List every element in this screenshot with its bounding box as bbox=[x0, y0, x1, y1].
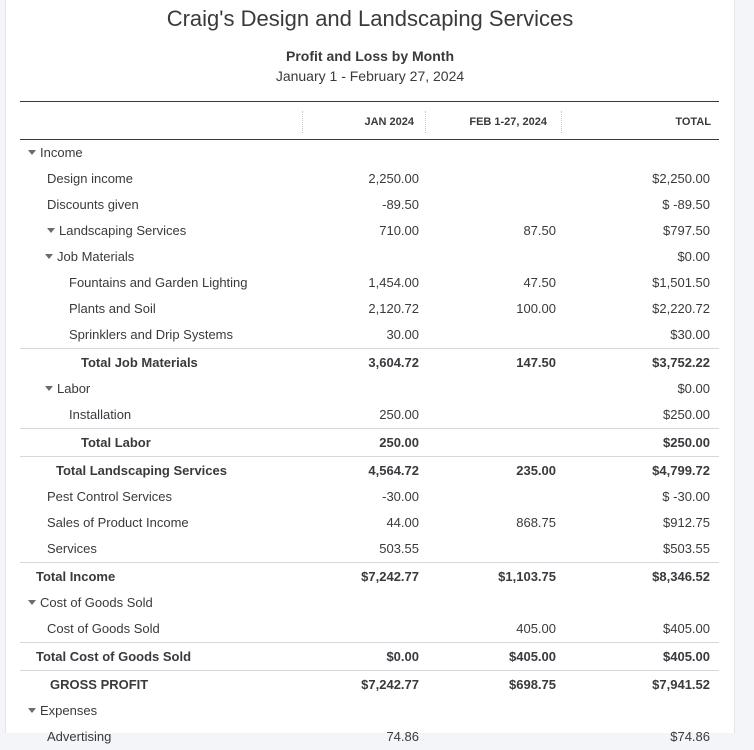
table-row[interactable] bbox=[20, 166, 719, 192]
table-row[interactable] bbox=[20, 536, 719, 562]
section-row[interactable] bbox=[20, 244, 719, 270]
cell-feb[interactable]: $1,103.75 bbox=[498, 569, 556, 584]
cell-feb[interactable]: 235.00 bbox=[516, 463, 556, 478]
table-row[interactable] bbox=[20, 402, 719, 428]
row-label[interactable] bbox=[28, 140, 83, 166]
cell-total[interactable]: $3,752.22 bbox=[652, 355, 710, 370]
row-label bbox=[69, 296, 156, 322]
table-body bbox=[20, 140, 719, 750]
report-table bbox=[20, 101, 719, 750]
row-label[interactable] bbox=[45, 244, 134, 270]
row-label-text: Expenses bbox=[40, 703, 98, 718]
collapse-caret-icon[interactable] bbox=[28, 600, 36, 605]
cell-jan[interactable]: 44.00 bbox=[386, 515, 419, 530]
table-row[interactable] bbox=[20, 322, 719, 348]
row-label-text: Landscaping Services bbox=[59, 223, 187, 238]
collapse-caret-icon[interactable] bbox=[47, 228, 55, 233]
row-label-text: Discounts given bbox=[47, 197, 139, 212]
cell-feb[interactable]: 868.75 bbox=[516, 515, 556, 530]
cell-total[interactable]: $2,250.00 bbox=[652, 171, 710, 186]
section-row[interactable] bbox=[20, 376, 719, 402]
cell-total[interactable]: $8,346.52 bbox=[652, 569, 710, 584]
section-row[interactable] bbox=[20, 698, 719, 724]
cell-jan[interactable]: 74.86 bbox=[386, 729, 419, 744]
row-label bbox=[69, 322, 233, 348]
cell-jan[interactable]: 30.00 bbox=[386, 327, 419, 342]
section-row[interactable] bbox=[20, 140, 719, 166]
cell-total[interactable]: $2,220.72 bbox=[652, 301, 710, 316]
table-row[interactable] bbox=[20, 192, 719, 218]
cell-total[interactable]: $250.00 bbox=[663, 435, 710, 450]
column-header-total[interactable]: TOTAL bbox=[561, 111, 711, 133]
cell-total[interactable]: $ -89.50 bbox=[662, 197, 710, 212]
cell-jan[interactable]: 250.00 bbox=[379, 407, 419, 422]
total-row[interactable] bbox=[20, 642, 719, 670]
cell-feb[interactable]: $405.00 bbox=[509, 649, 556, 664]
row-label bbox=[47, 192, 139, 218]
cell-jan[interactable]: 503.55 bbox=[379, 541, 419, 556]
section-row[interactable] bbox=[20, 590, 719, 616]
cell-jan[interactable]: 4,564.72 bbox=[368, 463, 419, 478]
cell-jan[interactable]: $0.00 bbox=[386, 649, 419, 664]
row-label-text: Pest Control Services bbox=[47, 489, 172, 504]
row-label-text: Total Job Materials bbox=[81, 355, 198, 370]
table-row[interactable] bbox=[20, 510, 719, 536]
cell-total[interactable]: $405.00 bbox=[663, 621, 710, 636]
row-label-text: Services bbox=[47, 541, 97, 556]
row-label-text: Installation bbox=[69, 407, 132, 422]
row-label-text: Labor bbox=[57, 381, 91, 396]
row-label bbox=[50, 671, 148, 698]
total-row[interactable] bbox=[20, 348, 719, 376]
cell-jan[interactable]: 710.00 bbox=[379, 223, 419, 238]
row-label-text: Cost of Goods Sold bbox=[40, 595, 153, 610]
row-label-text: Total Landscaping Services bbox=[56, 463, 227, 478]
table-row[interactable] bbox=[20, 616, 719, 642]
row-label[interactable] bbox=[45, 376, 90, 402]
row-label bbox=[47, 484, 172, 510]
row-label-text: Job Materials bbox=[57, 249, 135, 264]
total-row[interactable] bbox=[20, 456, 719, 484]
row-label[interactable] bbox=[47, 218, 186, 244]
row-label-text: Income bbox=[40, 145, 83, 160]
cell-feb[interactable]: $698.75 bbox=[509, 677, 556, 692]
total-row[interactable] bbox=[20, 562, 719, 590]
row-label-text: Total Labor bbox=[81, 435, 151, 450]
cell-jan[interactable]: 1,454.00 bbox=[368, 275, 419, 290]
collapse-caret-icon[interactable] bbox=[28, 150, 36, 155]
report-sheet bbox=[5, 0, 735, 744]
section-row[interactable] bbox=[20, 218, 719, 244]
cell-total[interactable]: $912.75 bbox=[663, 515, 710, 530]
row-label-text: Fountains and Garden Lighting bbox=[69, 275, 248, 290]
row-label bbox=[47, 616, 160, 642]
cell-total[interactable]: $4,799.72 bbox=[652, 463, 710, 478]
row-label-text: GROSS PROFIT bbox=[50, 677, 149, 692]
row-label-text: Sales of Product Income bbox=[47, 515, 189, 530]
row-label[interactable] bbox=[28, 698, 97, 724]
row-label bbox=[69, 270, 248, 296]
collapse-caret-icon[interactable] bbox=[45, 386, 53, 391]
cell-jan[interactable]: $7,242.77 bbox=[361, 677, 419, 692]
cell-jan[interactable]: -30.00 bbox=[382, 489, 419, 504]
collapse-caret-icon[interactable] bbox=[28, 708, 36, 713]
row-label bbox=[47, 510, 189, 536]
cell-jan[interactable]: -89.50 bbox=[382, 197, 419, 212]
row-label-text: Plants and Soil bbox=[69, 301, 156, 316]
cell-total[interactable]: $74.86 bbox=[670, 729, 710, 744]
row-label bbox=[36, 643, 191, 670]
cell-feb[interactable]: 87.50 bbox=[523, 223, 556, 238]
cell-jan[interactable]: 2,250.00 bbox=[368, 171, 419, 186]
row-label bbox=[81, 429, 151, 456]
cell-total[interactable]: $0.00 bbox=[677, 249, 710, 264]
row-label-text: Total Cost of Goods Sold bbox=[36, 649, 192, 664]
cell-jan[interactable]: 3,604.72 bbox=[368, 355, 419, 370]
cell-total[interactable]: $ -30.00 bbox=[662, 489, 710, 504]
cell-total[interactable]: $1,501.50 bbox=[652, 275, 710, 290]
cell-total[interactable]: $0.00 bbox=[677, 381, 710, 396]
cell-total[interactable]: $405.00 bbox=[663, 649, 710, 664]
cell-jan[interactable]: 2,120.72 bbox=[368, 301, 419, 316]
total-row[interactable] bbox=[20, 670, 719, 698]
cell-jan[interactable]: 250.00 bbox=[379, 435, 419, 450]
table-header bbox=[20, 101, 719, 140]
cell-total[interactable]: $30.00 bbox=[670, 327, 710, 342]
cell-total[interactable]: $7,941.52 bbox=[652, 677, 710, 692]
row-label-text: Advertising bbox=[47, 729, 112, 744]
table-row[interactable] bbox=[20, 270, 719, 296]
report-title: Profit and Loss by Month bbox=[286, 48, 454, 64]
row-label bbox=[56, 457, 227, 484]
row-label[interactable] bbox=[28, 590, 153, 616]
cell-feb[interactable]: 405.00 bbox=[516, 621, 556, 636]
table-row[interactable] bbox=[20, 296, 719, 322]
cell-total[interactable]: $503.55 bbox=[663, 541, 710, 556]
row-label bbox=[69, 402, 131, 428]
table-row[interactable] bbox=[20, 724, 719, 750]
cell-jan[interactable]: $7,242.77 bbox=[361, 569, 419, 584]
column-header-jan[interactable]: JAN 2024 bbox=[302, 111, 422, 133]
cell-feb[interactable]: 47.50 bbox=[523, 275, 556, 290]
row-label bbox=[47, 536, 97, 562]
company-name: Craig's Design and Landscaping Services bbox=[166, 6, 574, 31]
cell-feb[interactable]: 147.50 bbox=[516, 355, 556, 370]
cell-feb[interactable]: 100.00 bbox=[516, 301, 556, 316]
cell-total[interactable]: $250.00 bbox=[663, 407, 710, 422]
row-label bbox=[47, 724, 111, 750]
row-label-text: Total Income bbox=[36, 569, 116, 584]
table-row[interactable] bbox=[20, 484, 719, 510]
row-label-text: Sprinklers and Drip Systems bbox=[69, 327, 233, 342]
report-date-range: January 1 - February 27, 2024 bbox=[275, 68, 465, 84]
row-label bbox=[47, 166, 133, 192]
row-label bbox=[81, 349, 198, 376]
row-label-text: Cost of Goods Sold bbox=[47, 621, 160, 636]
column-header-feb[interactable]: FEB 1-27, 2024 bbox=[425, 111, 557, 133]
row-label-text: Design income bbox=[47, 171, 133, 186]
cell-total[interactable]: $797.50 bbox=[663, 223, 710, 238]
total-row[interactable] bbox=[20, 428, 719, 456]
row-label bbox=[36, 563, 115, 590]
collapse-caret-icon[interactable] bbox=[45, 254, 53, 259]
